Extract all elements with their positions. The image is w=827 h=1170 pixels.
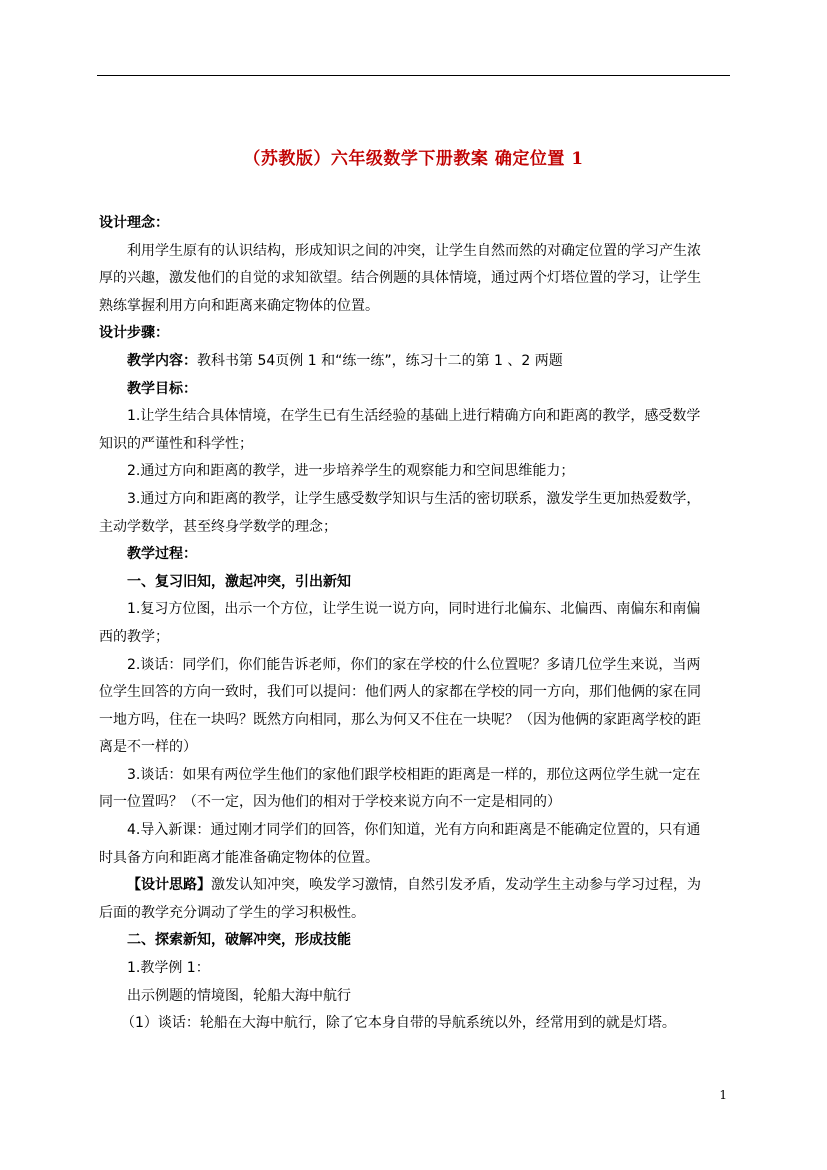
text-line: 熟练掌握利用方向和距离来确定物体的位置。 [99,297,379,314]
text-line: 1.复习方位图，出示一个方位，让学生说一说方向，同时进行北偏东、北偏西、南偏东和南偏 [127,601,701,618]
text-line: 出示例题的情境图，轮船大海中航行 [127,987,351,1004]
text-line: 西的教学； [99,628,169,645]
text-line: 知识的严谨性和科学性； [99,435,253,452]
text-line: 1.让学生结合具体情境，在学生已有生活经验的基础上进行精确方向和距离的教学，感受数学 [127,408,701,425]
bold-label: 教学内容： [127,352,197,369]
text-line: 位学生回答的方向一致时，我们可以提问：他们两人的家都在学校的同一方向，那们他俩的家在同 [99,684,701,701]
document-body [99,210,731,1038]
text-line: 离是不一样的） [99,739,197,756]
section-heading: 设计理念： [99,215,169,231]
page-number: 1 [719,1088,727,1102]
text-line: 时具备方向和距离才能准备确定物体的位置。 [99,849,379,866]
line-text: 激发认知冲突，唤发学习激情，自然引发矛盾，发动学生主动参与学习过程，为 [211,877,701,894]
section-heading: 设计步骤： [99,325,169,342]
section-heading: 二、探索新知，破解冲突，形成技能 [127,932,351,949]
text-line: 主动学数学，甚至终身学数学的理念； [99,518,337,535]
text-line: 3.谈话：如果有两位学生他们的家他们跟学校相距的距离是一样的，那位这两位学生就一定在 [127,766,701,783]
text-line: 2.谈话：同学们，你们能告诉老师，你们的家在学校的什么位置呢？多请几位学生来说，当两 [127,656,701,673]
text-line: 1.教学例 1： [127,960,210,977]
text-line: （1）谈话：轮船在大海中航行，除了它本身自带的导航系统以外，经常用到的就是灯塔。 [121,1015,676,1032]
text-line: 4.导入新课：通过刚才同学们的回答，你们知道，光有方向和距离是不能确定位置的，只有通 [127,822,701,839]
text-line [99,348,731,376]
section-heading: 教学目标： [127,380,197,397]
section-heading: 一、复习旧知，激起冲突，引出新知 [127,573,351,590]
text-line: 厚的兴趣，激发他们的自觉的求知欲望。结合例题的具体情境，通过两个灯塔位置的学习，让学生 [99,270,701,287]
header-rule [97,75,730,76]
text-line: 同一位置吗？（不一定，因为他们的相对于学校来说方向不一定是相同的） [99,794,561,811]
text-line [99,872,731,900]
text-line: 3.通过方向和距离的教学，让学生感受数学知识与生活的密切联系，激发学生更加热爱数学， [127,490,701,507]
text-line: 后面的教学充分调动了学生的学习积极性。 [99,904,365,921]
bold-label: 【设计思路】 [127,877,211,894]
text-line: 一地方吗，住在一块吗？既然方向相同，那么为何又不住在一块呢？（因为他俩的家距离学校的距 [99,711,701,728]
text-line: 2.通过方向和距离的教学，进一步培养学生的观察能力和空间思维能力； [127,463,575,480]
text-line: 利用学生原有的认识结构，形成知识之间的冲突，让学生自然而然的对确定位置的学习产生浓 [127,242,701,259]
page-title: （苏教版）六年级数学下册教案 确定位置 1 [243,149,584,169]
line-text: 教科书第 54页例 1 和“练一练”，练习十二的第 1 、2 两题 [197,352,563,369]
section-heading: 教学过程： [127,546,197,563]
